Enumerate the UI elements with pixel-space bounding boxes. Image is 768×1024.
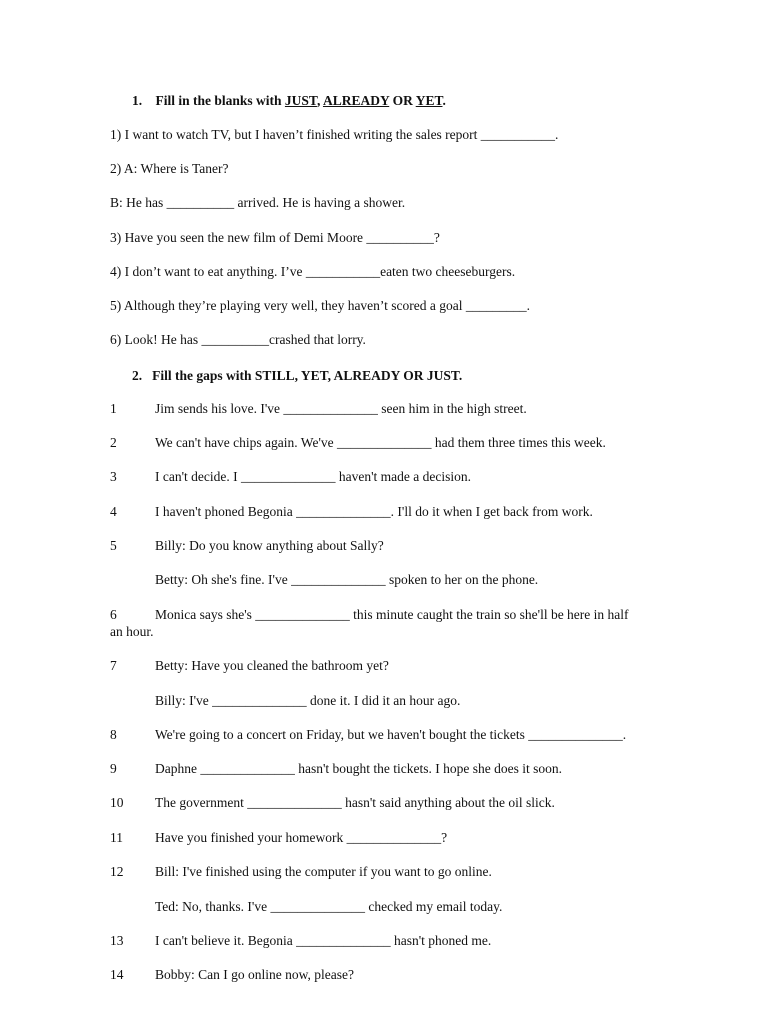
s2-item-8 [0, 726, 768, 743]
s2-item-7-text: Betty: Have you cleaned the bathroom yet? [155, 658, 389, 673]
section1-heading-sep: , [316, 93, 323, 108]
s2-item-2 [0, 434, 768, 451]
s2-item-13-number: 13 [110, 933, 124, 948]
s1-item-3: 3) Have you seen the new film of Demi Moore __________? [110, 230, 440, 245]
section1-heading-mid: OR [389, 93, 416, 108]
s2-item-9-number: 9 [110, 761, 117, 776]
s2-item-1 [0, 400, 768, 417]
section1-heading-prefix: Fill in the blanks with [155, 93, 285, 108]
s2-item-7 [0, 657, 768, 674]
s2-item-6 [0, 606, 768, 623]
section2-heading [132, 367, 462, 384]
s2-item-12-number: 12 [110, 864, 124, 879]
s2-item-7-number: 7 [110, 658, 117, 673]
s2-item-6-text: Monica says she's ______________ this minute caught the train so she'll be here in half [155, 607, 629, 622]
s2-item-13 [0, 932, 768, 949]
s2-item-7-reply: Billy: I've ______________ done it. I did it an hour ago. [155, 693, 461, 708]
s2-item-5-text: Billy: Do you know anything about Sally? [155, 538, 384, 553]
s2-item-14-number: 14 [110, 967, 124, 982]
s2-item-10 [0, 794, 768, 811]
s2-item-10-number: 10 [110, 795, 124, 810]
s2-item-11 [0, 829, 768, 846]
s2-item-12-text: Bill: I've finished using the computer if you want to go online. [155, 864, 492, 879]
s1-item-2a: 2) A: Where is Taner? [110, 161, 229, 176]
s2-item-1-text: Jim sends his love. I've ______________ seen him in the high street. [155, 401, 527, 416]
section1-heading-number: 1. [132, 93, 143, 108]
s2-item-9 [0, 760, 768, 777]
s2-item-12-reply: Ted: No, thanks. I've ______________ checked my email today. [155, 899, 503, 914]
section1-heading [132, 92, 446, 109]
s2-item-10-text: The government ______________ hasn't said anything about the oil slick. [155, 795, 555, 810]
s1-item-4: 4) I don’t want to eat anything. I’ve ___________eaten two cheeseburgers. [110, 264, 516, 279]
s2-item-6-continuation: an hour. [110, 624, 154, 639]
s2-item-14-text: Bobby: Can I go online now, please? [155, 967, 354, 982]
s1-item-2b: B: He has __________ arrived. He is having a shower. [110, 195, 406, 210]
s2-item-2-number: 2 [110, 435, 117, 450]
s2-item-3-text: I can't decide. I ______________ haven't made a decision. [155, 469, 472, 484]
s2-item-9-text: Daphne ______________ hasn't bought the tickets. I hope she does it soon. [155, 761, 563, 776]
section2-heading-text: Fill the gaps with STILL, YET, ALREADY OR JUST. [152, 368, 463, 383]
s2-item-2-text: We can't have chips again. We've ______________ had them three times this week. [155, 435, 606, 450]
s1-item-6: 6) Look! He has __________crashed that lorry. [110, 332, 366, 347]
s2-item-4 [0, 503, 768, 520]
s2-item-11-text: Have you finished your homework ______________? [155, 830, 448, 845]
keyword-just: JUST [284, 93, 317, 108]
s2-item-12 [0, 863, 768, 880]
s2-item-3-number: 3 [110, 469, 117, 484]
s2-item-11-number: 11 [110, 830, 123, 845]
s1-item-1: 1) I want to watch TV, but I haven’t finished writing the sales report ___________. [110, 127, 559, 142]
s2-item-14 [0, 966, 768, 983]
s2-item-13-text: I can't believe it. Begonia ______________ hasn't phoned me. [155, 933, 492, 948]
s2-item-5-reply: Betty: Oh she's fine. I've ______________ spoken to her on the phone. [155, 572, 539, 587]
keyword-yet: YET [415, 93, 443, 108]
s2-item-6-number: 6 [110, 607, 117, 622]
s2-item-5 [0, 537, 768, 554]
s2-item-1-number: 1 [110, 401, 117, 416]
s2-item-3 [0, 468, 768, 485]
s2-item-4-number: 4 [110, 504, 117, 519]
s2-item-5-number: 5 [110, 538, 117, 553]
s2-item-8-number: 8 [110, 727, 117, 742]
s1-item-5: 5) Although they’re playing very well, they haven’t scored a goal _________. [110, 298, 531, 313]
section2-heading-number: 2. [132, 368, 143, 383]
section1-heading-end: . [442, 93, 446, 108]
s2-item-8-text: We're going to a concert on Friday, but we haven't bought the tickets ______________. [155, 727, 627, 742]
keyword-already: ALREADY [322, 93, 390, 108]
s2-item-4-text: I haven't phoned Begonia ______________. I'll do it when I get back from work. [155, 504, 593, 519]
